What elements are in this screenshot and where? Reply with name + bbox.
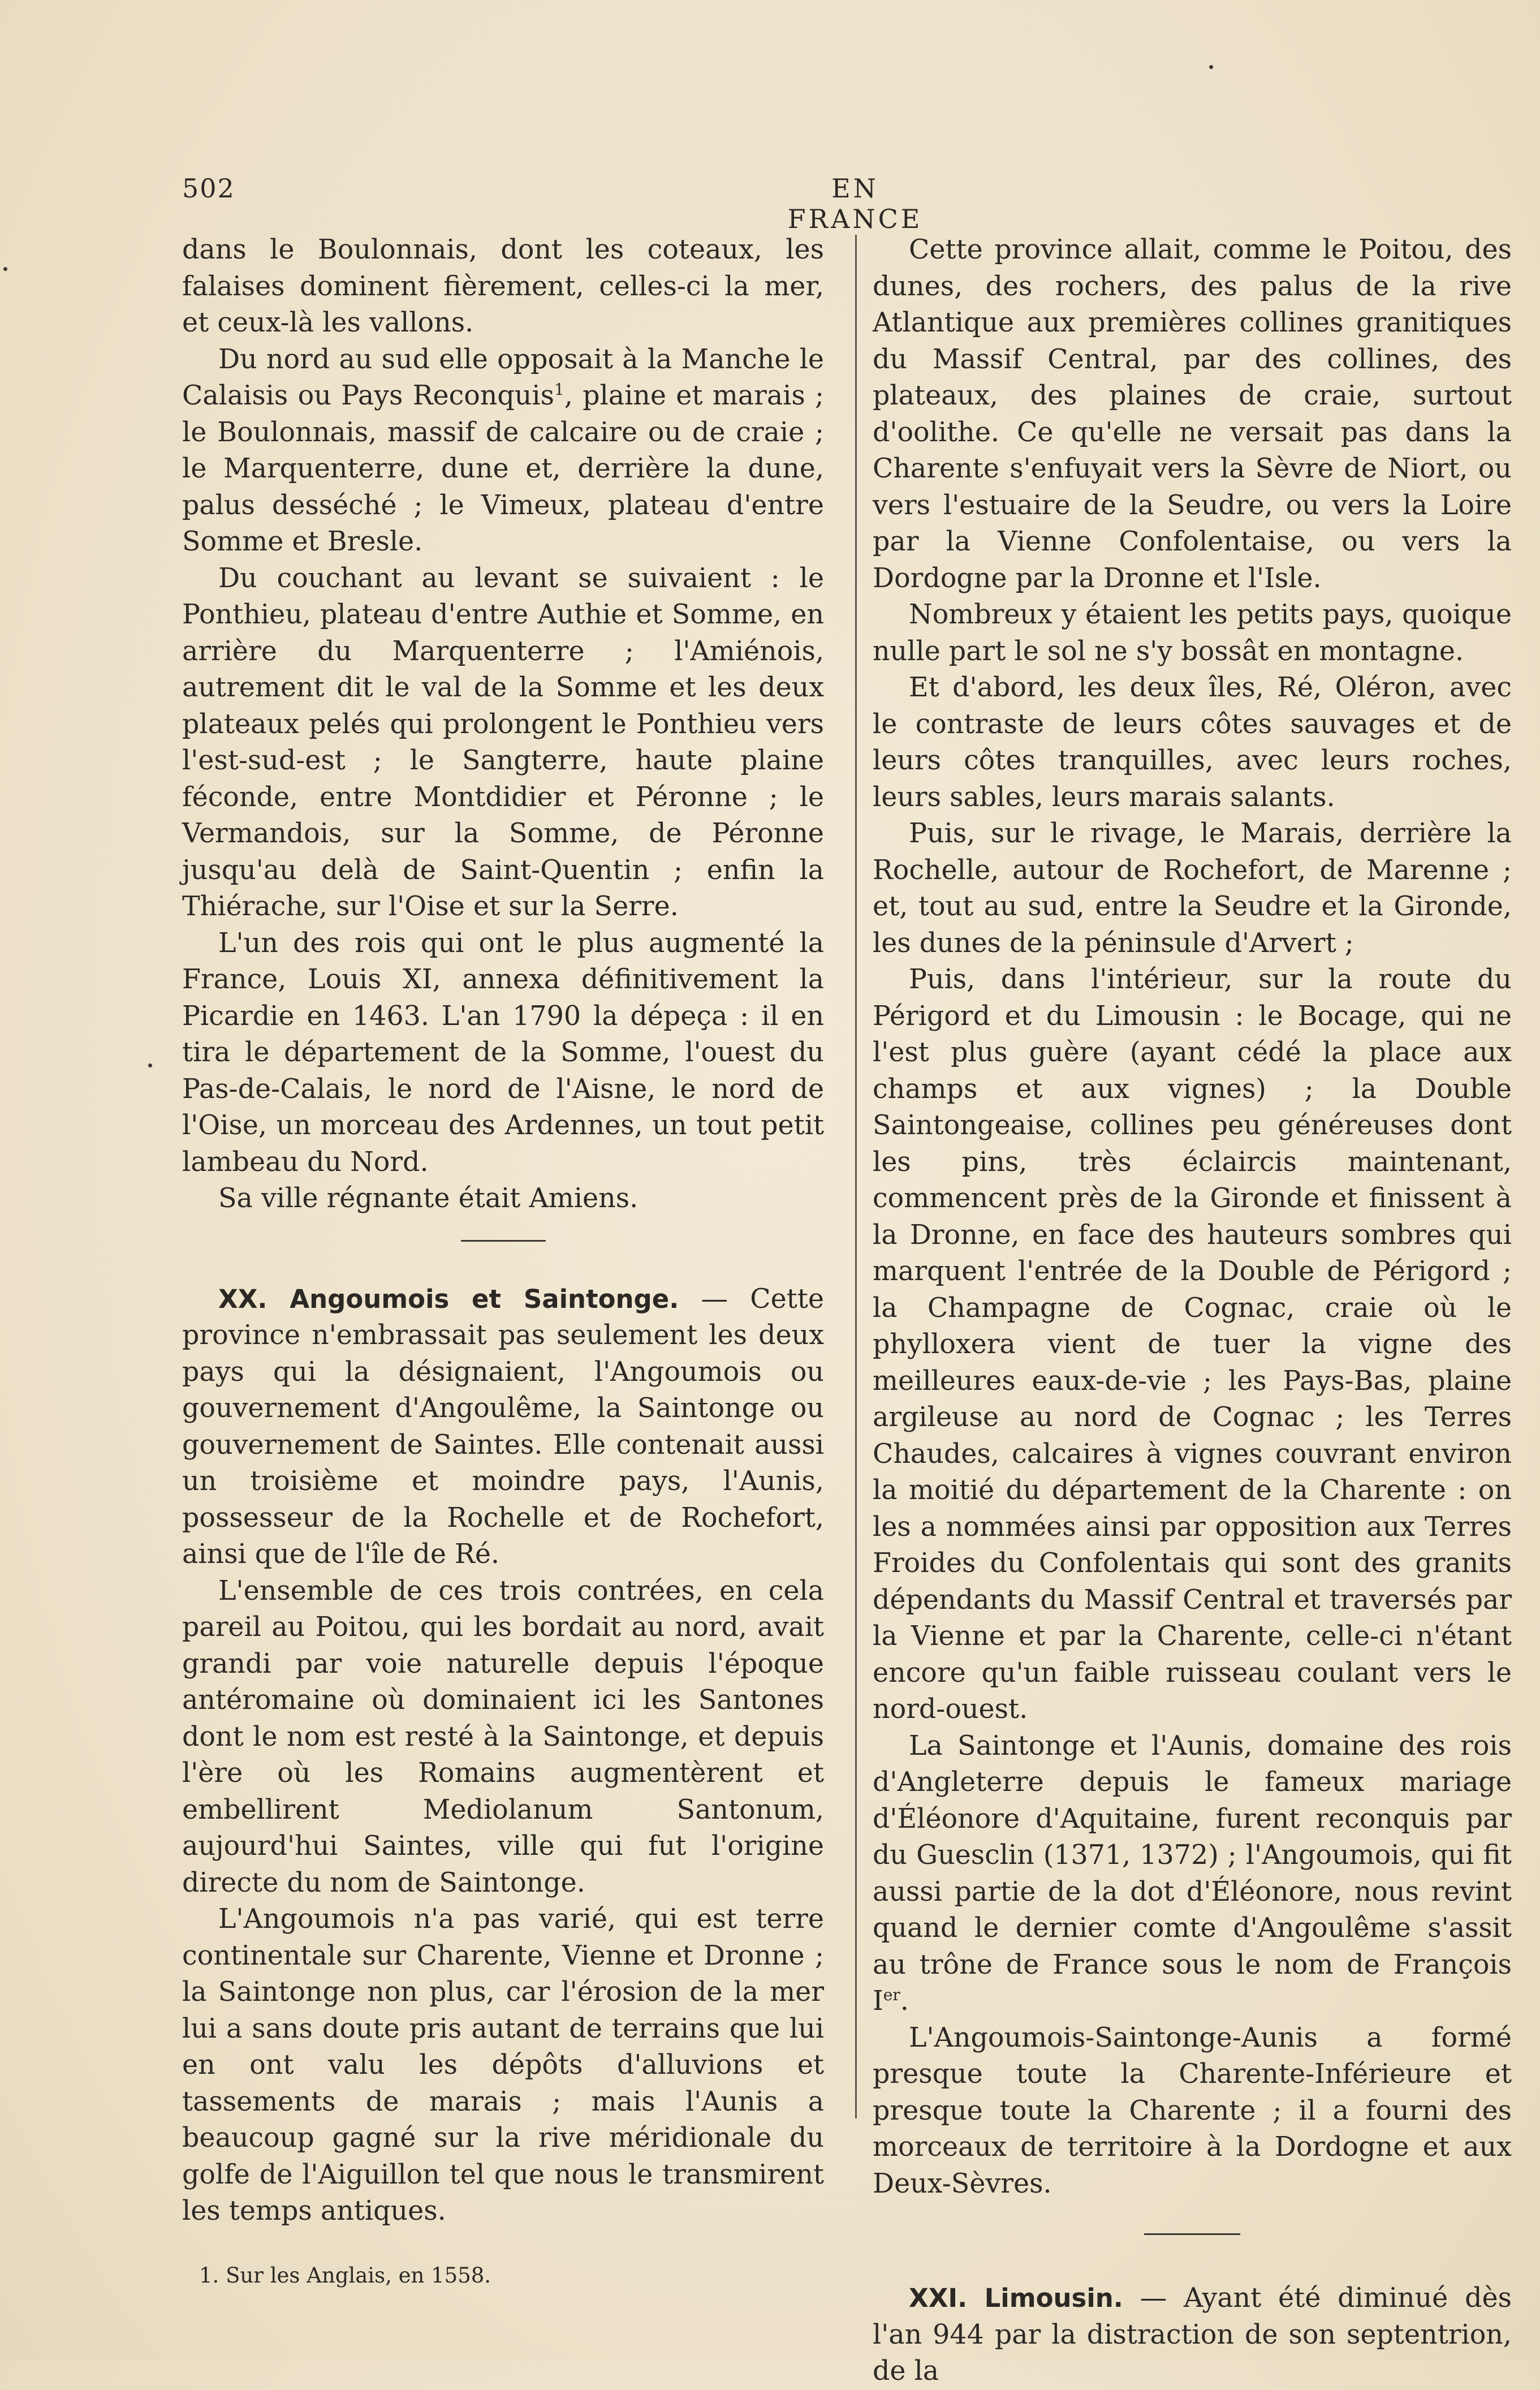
superscript: er [883, 1986, 900, 2005]
paragraph-text: . [900, 1986, 909, 2017]
section-divider [1144, 2233, 1240, 2235]
print-speck [148, 1063, 152, 1067]
paragraph-text: La Saintonge et l'Aunis, domaine des rois d'Angleterre depuis le fameux mariage d'Éléonore d'Aquitaine, furent reconquis par du Guesclin (1371, 1372) ; l'Angoumois, qui fit aussi partie de la dot d'Éléonore, nous revint quand le dernier comte d'Angoulême s'assit au trône de France sous le nom de François I [873, 1730, 1512, 2017]
section-heading: XXI. Limousin. [909, 2283, 1123, 2313]
paragraph: L'Angoumois-Saintonge-Aunis a formé presque toute la Charente-Inférieure et presque toute la Charente ; il a fourni des morceaux de territoire à la Dordogne et aux Deux-Sèvres. [873, 2022, 1512, 2199]
running-title: EN FRANCE [787, 173, 923, 234]
paragraph: Et d'abord, les deux îles, Ré, Oléron, avec le contraste de leurs côtes sauvages et de leurs côtes tranquilles, avec leurs roches, leurs sables, leurs marais salants. [873, 672, 1512, 813]
section-paragraph [873, 2280, 1512, 2390]
section-divider [461, 1240, 546, 1242]
footnote: 1. Sur les Anglais, en 1558. [199, 2263, 491, 2288]
paragraph [182, 342, 824, 561]
paragraph: Sa ville régnante était Amiens. [218, 1183, 639, 1214]
paragraph: L'un des rois qui ont le plus augmenté la France, Louis XI, annexa définitivement la Picardie en 1463. L'an 1790 la dépeça : il en tira le département de la Somme, l'ouest du Pas-de-Calais, le nord de l'Aisne, le nord de l'Oise, un morceau des Ardennes, un tout petit lambeau du Nord. [182, 927, 824, 1178]
paragraph-text: — Cette province n'embrassait pas seulement les deux pays qui la désignaient, l'Angoumois ou gouvernement d'Angoulême, la Saintonge ou gouvernement de Saintes. Elle contenait aussi un troisième et moindre pays, l'Aunis, possesseur de la Rochelle et de Rochefort, ainsi que de l'île de Ré. [182, 1283, 824, 1570]
paragraph: Nombreux y étaient les petits pays, quoique nulle part le sol ne s'y bossât en montagne. [873, 599, 1512, 667]
right-column [873, 232, 1512, 2390]
paragraph: Puis, dans l'intérieur, sur la route du Périgord et du Limousin : le Bocage, qui ne l'est plus guère (ayant cédé la place aux champs et aux vignes) ; la Double Saintongeaise, collines peu généreuses dont les pins, très éclaircis maintenant, commencent près de la Gironde et finissent à la Dronne, en face des hauteurs sombres qui marquent l'entrée de la Double de Périgord ; la Champagne de Cognac, craie où le phylloxera vient de tuer la vigne des meilleures eaux-de-vie ; les Pays-Bas, plaine argileuse au nord de Cognac ; les Terres Chaudes, calcaires à vignes couvrant environ la moitié du département de la Charente : on les a nommées ainsi par opposition aux Terres Froides du Confolentais qui sont des granits dépendants du Massif Central et traversés par la Vienne et par la Charente, celle-ci n'étant encore qu'un faible ruisseau coulant vers le nord-ouest. [873, 964, 1512, 1725]
paragraph: Du couchant au levant se suivaient : le Ponthieu, plateau d'entre Authie et Somme, en arrière du Marquenterre ; l'Amiénois, autrement dit le val de la Somme et les deux plateaux pelés qui prolongent le Ponthieu vers l'est-sud-est ; le Sangterre, haute plaine féconde, entre Montdidier et Péronne ; le Vermandois, sur la Somme, de Péronne jusqu'au delà de Saint-Quentin ; enfin la Thiérache, sur l'Oise et sur la Serre. [182, 562, 824, 922]
paragraph-text: Du nord au sud elle opposait à la Manche le Calaisis ou Pays Reconquis [182, 343, 824, 411]
paragraph-text: — Ayant été diminué dès l'an 944 par la distraction de son septentrion, de la [873, 2283, 1512, 2387]
paragraph: Cette province allait, comme le Poitou, des dunes, des rochers, des palus de la rive Atlantique aux premières collines granitiques du Massif Central, par des collines, des plateaux, des plaines de craie, surtout d'oolithe. Ce qu'elle ne versait pas dans la Charente s'enfuyait vers la Sèvre de Niort, ou vers l'estuaire de la Seudre, ou vers la Loire par la Vienne Confolentaise, ou vers la Dordogne par la Dronne et l'Isle. [873, 234, 1512, 594]
section-paragraph [182, 1281, 824, 1573]
paragraph: Puis, sur le rivage, le Marais, derrière la Rochelle, autour de Rochefort, de Marenne ; et, tout au sud, entre la Seudre et la Gironde, les dunes de la péninsule d'Arvert ; [873, 818, 1512, 959]
running-head [182, 173, 1517, 234]
left-column [182, 232, 824, 2290]
section-heading: XX. Angoumois et Saintonge. [218, 1284, 679, 1314]
print-speck [1209, 65, 1213, 69]
column-divider [855, 235, 857, 2118]
paragraph: dans le Boulonnais, dont les coteaux, les falaises dominent fièrement, celles-ci la mer, et ceux-là les vallons. [182, 234, 824, 338]
paragraph [873, 1728, 1512, 2020]
print-speck [3, 267, 7, 271]
paragraph: L'ensemble de ces trois contrées, en cela pareil au Poitou, qui les bordait au nord, avait grandi par voie naturelle depuis l'époque antéromaine où dominaient ici les Santones dont le nom est resté à la Saintonge, et depuis l'ère où les Romains augmentèrent et embellirent Mediolanum Santonum, aujourd'hui Saintes, ville qui fut l'origine directe du nom de Saintonge. [182, 1575, 824, 1898]
footnote-reference: 1 [554, 380, 564, 399]
page-number: 502 [182, 173, 235, 204]
paragraph-text: , plaine et marais ; le Boulonnais, massif de calcaire ou de craie ; le Marquenterre, dune et, derrière la dune, palus desséché ; le Vimeux, plateau d'entre Somme et Bresle. [182, 380, 824, 557]
paragraph: L'Angoumois n'a pas varié, qui est terre continentale sur Charente, Vienne et Dronne ; la Saintonge non plus, car l'érosion de la mer lui a sans doute pris autant de terrains que lui en ont valu les dépôts d'alluvions et tassements de marais ; mais l'Aunis a beaucoup gagné sur la rive méridionale du golfe de l'Aiguillon tel que nous le transmirent les temps antiques. [182, 1904, 824, 2227]
